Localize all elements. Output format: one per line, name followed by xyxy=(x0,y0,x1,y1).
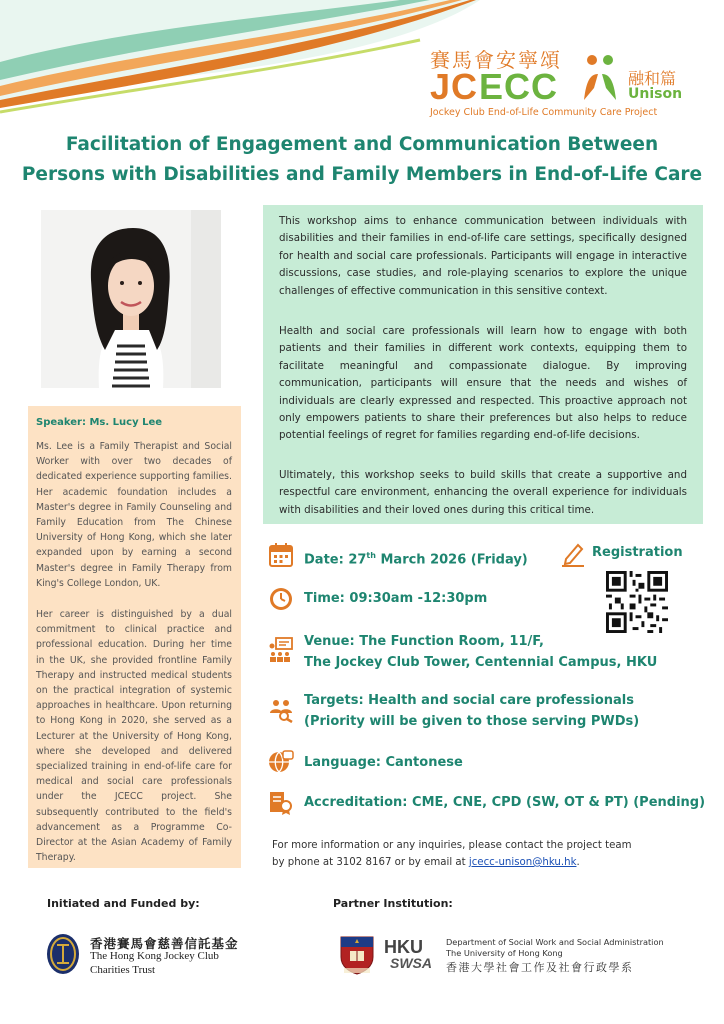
department-english-name: Department of Social Work and Social Administration xyxy=(446,937,664,947)
event-targets xyxy=(304,690,639,732)
swsa-wordmark: SWSA xyxy=(390,955,432,971)
speaker-bio-paragraph-2: Her career is distinguished by a dual commitment to clinical practice and professional education. During her time in the UK, she provided frontline Family Therapy and instructed medical students on the practical integration of systemic approaches in healthcare. Upon returning to Hong Kong in 2020, she served as a Lecturer at the University of Hong Kong, where she developed and delivered specialized training in end-of-life care for medical and social care professionals under the JCECC project. She subsequently contributed to the field's advancement as a Programme Co-Director at the Asian Academy of Family Therapy. xyxy=(36,609,232,864)
contact-email-link[interactable]: jcecc-unison@hku.hk xyxy=(468,857,577,868)
contact-line-2-prefix: by phone at 3102 8167 or by email at xyxy=(272,857,469,868)
hku-wordmark: HKU xyxy=(384,937,423,957)
venue-line-1: Venue: The Function Room, 11/F, xyxy=(304,634,544,649)
department-chinese-name: 香港大學社會工作及社會行政學系 xyxy=(446,961,634,974)
speaker-heading: Speaker: Ms. Lucy Lee xyxy=(36,417,163,428)
logo-subtitle: Jockey Club End-of-Life Community Care Project xyxy=(430,107,658,118)
pen-sign-icon xyxy=(560,541,586,567)
funded-by-label: Initiated and Funded by: xyxy=(47,897,200,910)
partner-institution-label: Partner Institution: xyxy=(333,897,453,910)
speaker-photo xyxy=(41,210,221,388)
calendar-icon xyxy=(268,542,294,568)
venue-line-2: The Jockey Club Tower, Centennial Campus, HKU xyxy=(304,655,658,670)
event-date xyxy=(304,545,528,570)
accreditation-certificate-icon xyxy=(268,790,294,816)
event-time: Time: 09:30am -12:30pm xyxy=(304,591,488,606)
language-globe-icon xyxy=(268,749,294,775)
workshop-description-panel xyxy=(263,205,703,524)
contact-line-2-suffix: . xyxy=(576,857,580,868)
contact-line-1: For more information or any inquiries, please contact the project team xyxy=(272,840,632,851)
contact-line-2 xyxy=(272,854,702,871)
description-paragraph-2: Health and social care professionals will learn how to engage with both patients and their families in different work contexts, equipping them to facilitate meaningful and compassionate dialogue. By improving communication, participants will ensure that the needs and wishes of individuals are clearly expressed and respected. This proactive approach not only empowers patients to share their preferences but also helps to reduce potential feelings of regret for families regarding end-of-life decisions. xyxy=(279,325,687,442)
hkjc-emblem-icon xyxy=(46,933,80,975)
title-line-2: Persons with Disabilities and Family Members in End-of-Life Care xyxy=(21,164,703,185)
logo-people-icon xyxy=(580,52,620,102)
logo-jc: JC xyxy=(430,66,479,107)
speaker-bio-panel xyxy=(28,406,241,868)
event-accreditation: Accreditation: CME, CNE, CPD (SW, OT & PT) (Pending) xyxy=(304,795,706,810)
date-prefix: Date: 27 xyxy=(304,552,367,568)
venue-presentation-icon xyxy=(268,637,294,663)
targets-line-1: Targets: Health and social care professionals xyxy=(304,693,634,708)
hku-crest-icon xyxy=(338,935,376,975)
target-audience-icon xyxy=(268,697,294,723)
logo-program-english: Unison xyxy=(628,86,683,102)
hkjc-chinese-name: 香港賽馬會慈善信託基金 xyxy=(90,936,239,951)
description-paragraph-3: Ultimately, this workshop seeks to build skills that create a supportive and respectful care environment, enhancing the overall experience for individuals with disabilities and their loved ones during this critical time. xyxy=(279,469,687,516)
logo-chinese-name: 賽馬會安寧頌 xyxy=(430,48,562,72)
description-paragraph-1: This workshop aims to enhance communication between individuals with disabilities and their families in end-of-life care settings, specifically designed for health and social care professionals. Participants will engage in interactive discussions, case studies, and role-playing scenarios to explore the unique challenges of effective communication in this sensitive context. xyxy=(279,215,687,297)
date-suffix: March 2026 (Friday) xyxy=(375,552,528,568)
logo-program-chinese: 融和篇 xyxy=(628,69,677,88)
page-title xyxy=(20,130,704,190)
speaker-portrait-illustration xyxy=(41,210,221,388)
contact-info xyxy=(272,837,702,871)
event-venue xyxy=(304,631,657,673)
logo-ecc: ECC xyxy=(479,66,559,107)
date-superscript: th xyxy=(366,551,376,560)
title-line-1: Facilitation of Engagement and Communication Between xyxy=(65,134,659,155)
hkjc-english-name-line-1: The Hong Kong Jockey Club xyxy=(90,950,219,962)
registration-label: Registration xyxy=(592,545,683,560)
clock-icon xyxy=(268,586,294,612)
hkjc-english-name-line-2: Charities Trust xyxy=(90,964,156,976)
header-swoosh-decoration xyxy=(0,0,480,120)
speaker-bio-paragraph-1: Ms. Lee is a Family Therapist and Social Worker with over two decades of dedicated experience supporting families. Her academic foundation includes a Master's degree in Family Counseling and Family Education from The Chinese University of Hong Kong, which she later expanded upon by earning a second Master's degree in Family Therapy from King's College London, UK. xyxy=(36,441,232,589)
jcecc-unison-logo xyxy=(430,44,700,120)
event-language: Language: Cantonese xyxy=(304,755,463,770)
university-english-name: The University of Hong Kong xyxy=(446,948,563,958)
targets-line-2: (Priority will be given to those serving PWDs) xyxy=(304,714,640,729)
registration-qr-code[interactable] xyxy=(606,571,668,633)
